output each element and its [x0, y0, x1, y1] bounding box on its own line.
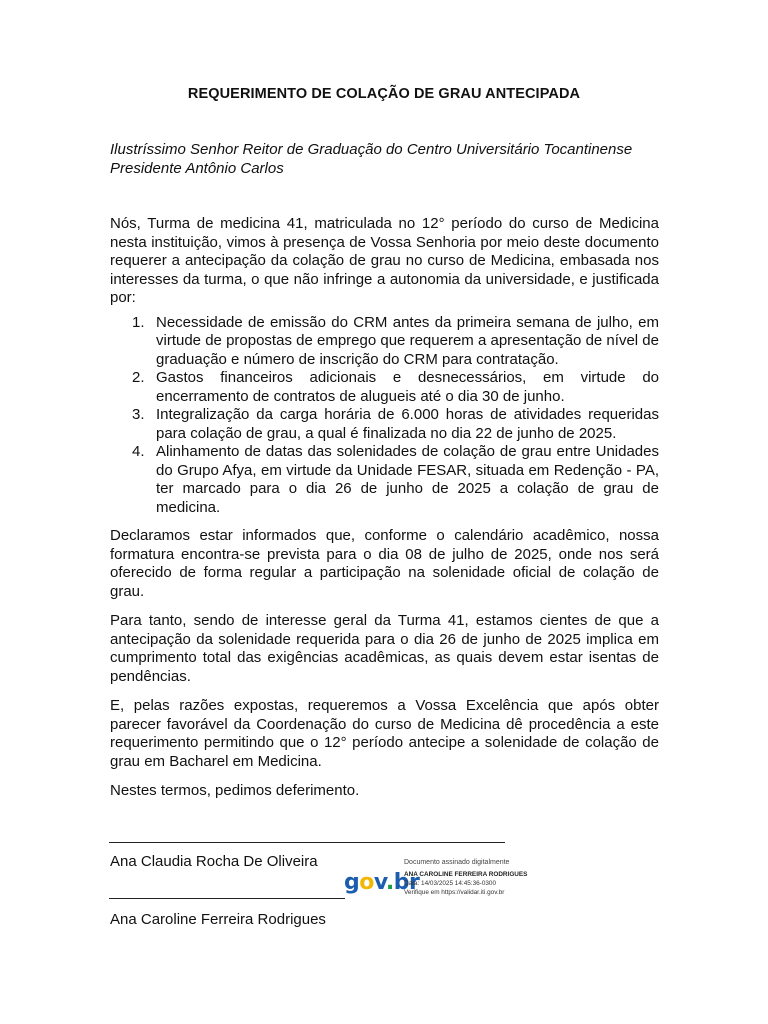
- document-body: [110, 215, 659, 812]
- calendar-paragraph: Declaramos estar informados que, conforme o calendário acadêmico, nossa formatura encontra-se prevista para o dia 08 de julho de 2025, onde nos será oferecido de forma regular a participação na solenidade oficial de colação de grau.: [110, 527, 659, 600]
- signature-line-2: [109, 898, 345, 899]
- list-item-text: Gastos financeiros adicionais e desnecessários, em virtude do encerramento de contratos de alugueis até o dia 30 de junho.: [156, 369, 659, 405]
- signature-heading: Documento assinado digitalmente: [404, 859, 510, 866]
- govbr-digital-signature-stamp: [344, 858, 544, 908]
- signer-name-1: Ana Claudia Rocha De Oliveira: [110, 853, 318, 870]
- request-paragraph: E, pelas razões expostas, requeremos a Vossa Excelência que após obter parecer favorável da Coordenação do curso de Medicina dê procedência a este requerimento permitindo que o 12° período antecipe a solenidade de colação de grau em Bacharel em Medicina.: [110, 697, 659, 770]
- document-title: REQUERIMENTO DE COLAÇÃO DE GRAU ANTECIPADA: [187, 86, 581, 102]
- list-item: [110, 443, 659, 517]
- list-item-text: Integralização da carga horária de 6.000 horas de atividades requeridas para colação de grau, a qual é finalizada no dia 22 de junho de 2025.: [156, 406, 659, 442]
- list-item-text: Alinhamento de datas das solenidades de colação de grau entre Unidades do Grupo Afya, em virtude da Unidade FESAR, situada em Redenção - PA, ter marcado para o dia 26 de junho de 2025 a colação de grau de medicina.: [156, 443, 659, 516]
- closing-paragraph: Nestes termos, pedimos deferimento.: [110, 782, 360, 799]
- digital-signature-info: [404, 858, 527, 897]
- list-item-text: Necessidade de emissão do CRM antes da primeira semana de julho, em virtude de propostas de emprego que requerem a apresentação de nível de graduação e número de inscrição do CRM para contratação.: [156, 313, 659, 368]
- commitment-paragraph: Para tanto, sendo de interesse geral da Turma 41, estamos cientes de que a antecipação da solenidade requerida para o dia 26 de junho de 2025 implica em cumprimento total das exigências acadêmicas, as quais devem estar isentas de pendências.: [110, 612, 659, 685]
- salutation-line-1: Ilustríssimo Senhor Reitor de Graduação do Centro Universitário Tocantinense: [110, 141, 633, 158]
- list-item-number: 2.: [132, 369, 145, 386]
- govbr-logo: gov.br: [344, 870, 420, 895]
- signature-signer: ANA CAROLINE FERREIRA RODRIGUES: [404, 871, 528, 878]
- signer-name-2: Ana Caroline Ferreira Rodrigues: [110, 911, 326, 928]
- list-item-number: 1.: [132, 313, 145, 331]
- list-item-number: 3.: [132, 406, 145, 423]
- list-item: [110, 406, 659, 443]
- signature-line-1: [109, 842, 505, 843]
- list-item: [110, 369, 659, 406]
- signature-date: Data: 14/03/2025 14:45:36-0300: [404, 880, 497, 887]
- intro-paragraph: Nós, Turma de medicina 41, matriculada no 12° período do curso de Medicina nesta instituição, vimos à presença de Vossa Senhoria por meio deste documento requerer a antecipação da colação de grau no curso de Medicina, embasada nos interesses da turma, o que não infringe a autonomia da universidade, e justificada por:: [110, 215, 659, 306]
- list-item: [110, 314, 659, 370]
- salutation-line-2: Presidente Antônio Carlos: [110, 160, 284, 177]
- signature-verify-link: Verifique em https://validar.iti.gov.br: [404, 889, 505, 896]
- reasons-list: [110, 314, 659, 518]
- list-item-number: 4.: [132, 443, 145, 460]
- salutation: [110, 140, 660, 178]
